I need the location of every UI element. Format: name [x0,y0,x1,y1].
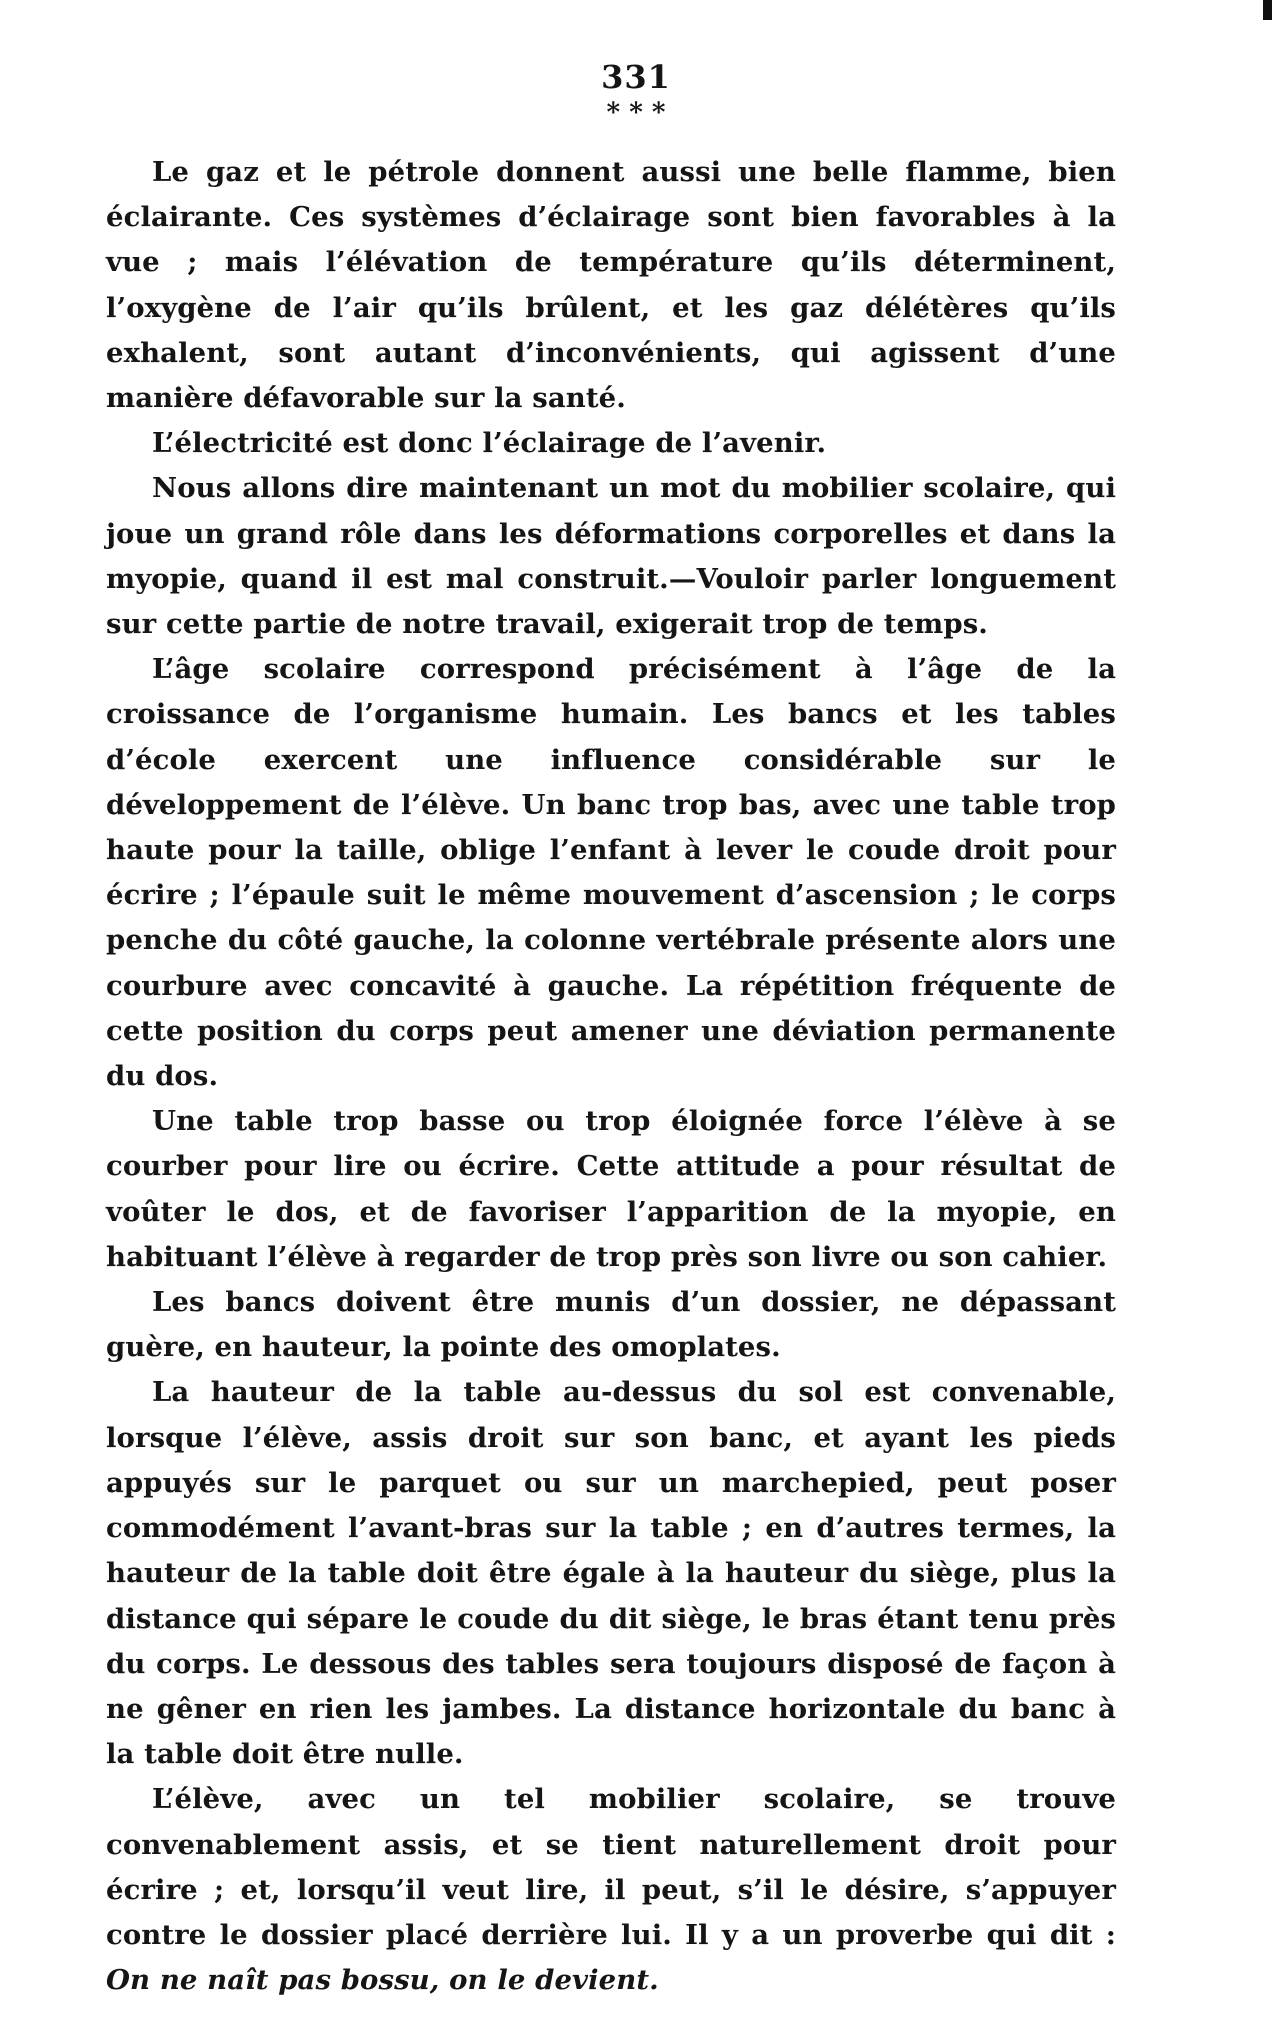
paragraph-2: L’électricité est donc l’éclairage de l’avenir. [152,427,827,460]
paragraph-3: Nous allons dire maintenant un mot du mobilier scolaire, qui joue un grand rôle dans les déformations corporelles et dans la myopie, quand il est mal construit.—Vouloir parler longuement sur cette partie de notre travail, exigerait trop de temps. [106,472,1116,641]
body-text [106,150,1116,2003]
paragraph-7: La hauteur de la table au-dessus du sol est convenable, lorsque l’élève, assis droit sur son banc, et ayant les pieds appuyés sur le parquet ou sur un marchepied, peut poser commodément l’avant-bras sur la table ; en d’autres termes, la hauteur de la table doit être égale à la hauteur du siège, plus la distance qui sépare le coude du dit siège, le bras étant tenu près du corps. Le dessous des tables sera toujours disposé de façon à ne gêner en rien les jambes. La distance horizontale du banc à la table doit être nulle. [106,1376,1116,1771]
scan-edge-mark [1263,0,1272,20]
proverb-italic: On ne naît pas bossu, on le devient. [106,1964,659,1997]
paragraph-5: Une table trop basse ou trop éloignée force l’élève à se courber pour lire ou écrire. Cette attitude a pour résultat de voûter le dos, et de favoriser l’apparition de la myopie, en habituant l’élève à regarder de trop près son livre ou son cahier. [106,1105,1116,1273]
paragraph-6: Les bancs doivent être munis d’un dossier, ne dépassant guère, en hauteur, la pointe des omoplates. [106,1286,1116,1364]
paragraph-8 [106,1777,1116,2003]
page-number: 331 [601,58,671,96]
section-separator: * * * [606,98,666,128]
paragraph-4: L’âge scolaire correspond précisément à l’âge de la croissance de l’organisme humain. Les bancs et les tables d’école exercent une influence considérable sur le développement de l’élève. Un banc trop bas, avec une table trop haute pour la taille, oblige l’enfant à lever le coude droit pour écrire ; l’épaule suit le même mouvement d’ascension ; le corps penche du côté gauche, la colonne vertébrale présente alors une courbure avec concavité à gauche. La répétition fréquente de cette position du corps peut amener une déviation permanente du dos. [106,653,1116,1093]
paragraph-1: Le gaz et le pétrole donnent aussi une belle flamme, bien éclairante. Ces systèmes d’éclairage sont bien favorables à la vue ; mais l’élévation de température qu’ils déterminent, l’oxygène de l’air qu’ils brûlent, et les gaz délétères qu’ils exhalent, sont autant d’inconvénients, qui agissent d’une manière défavorable sur la santé. [106,156,1116,415]
paragraph-8-text: L’élève, avec un tel mobilier scolaire, se trouve convenablement assis, et se tient naturellement droit pour écrire ; et, lorsqu’il veut lire, il peut, s’il le désire, s’appuyer contre le dossier placé derrière lui. Il y a un proverbe qui dit : [106,1783,1116,1951]
